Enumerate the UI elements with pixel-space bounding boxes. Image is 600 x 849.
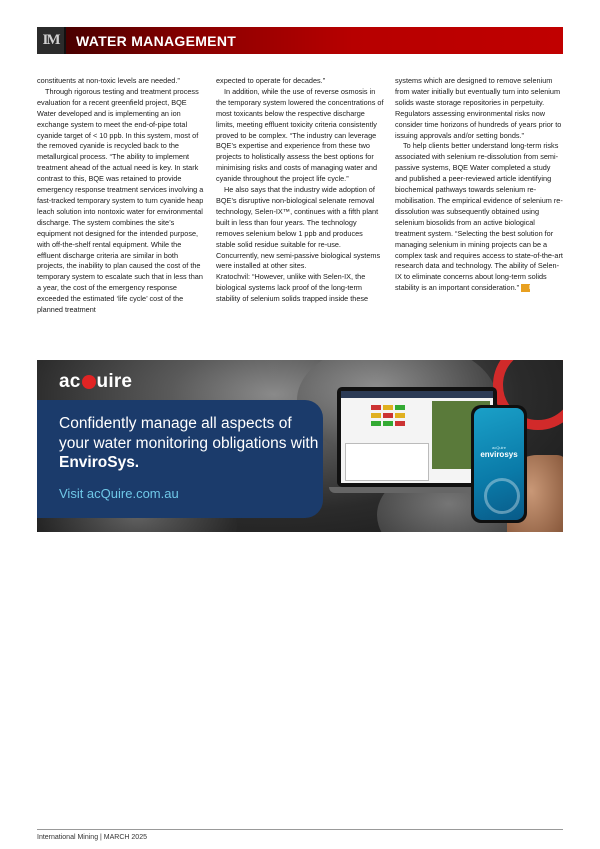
chart-graphic — [345, 443, 429, 481]
paragraph-last — [395, 141, 563, 294]
acquire-advertisement[interactable] — [37, 360, 563, 532]
paragraph: In addition, while the use of reverse osmosis in the temporary system lowered the concentrations of most toxicants below the respective discharge limits, meeting effluent toxicity criteria consistently proved to be complex. “The industry can leverage BQE’s expertise and experience from these two projects to holistically assess the best options for minimising risks and costs of managing water and cyanide throughout the project life cycle.” — [216, 86, 384, 184]
section-header — [37, 27, 563, 54]
article-column-2 — [216, 76, 384, 348]
status-cell — [371, 421, 381, 426]
article-column-1 — [37, 76, 205, 348]
ad-message-panel — [37, 400, 323, 518]
brand-suffix: uire — [96, 371, 133, 392]
brand-q-icon — [82, 375, 96, 389]
paragraph-text: To help clients better understand long-term risks associated with selenium re-dissolution from semi-passive systems, BQE Water completed a study and published a peer-reviewed article identifying biochemical pathways towards selenium re-mobilisation. The empirical evidence of selenium re-dissolution was subsequently obtained using selenium biosolids from an active biological treatment system. “Selecting the best solution for managing selenium in mining projects can be a complex task and requires access to state-of-the-art research data and technology. The ability of Selen-IX to eliminate concerns about long-term solids stability is an important consideration.” — [395, 141, 563, 293]
product-name: EnviroSys. — [59, 454, 140, 471]
checkmark-icon — [484, 478, 520, 514]
paragraph: Through rigorous testing and treatment process evaluation for a recent greenfield project, BQE Water developed and is implementing an ion exchange system to meet the end-of-pipe total cyanide target of < 10 ppb. In this system, most of the removed cyanide is recycled back to the metallurgical process. “The ability to implement treatment ahead of the actual need is key. In stark contrast to this, BQE was retained to provide emergency response treatment services involving a fast-tracked temporary system to turn cyanide heap leach solution into nontoxic water for environmental discharge. The system combines the site’s equipment not designed for the intended purpose, with off-the-shelf rental equipment. While the effluent discharge criteria are similar in both projects, the inability to plan caused the cost of the temporary system to escalate such that in less than a year, the cost of the emergency response exceeded the estimated ‘life cycle’ cost of the planned treatment — [37, 86, 204, 315]
paragraph: constituents at non-toxic levels are needed.” — [37, 76, 180, 85]
paragraph: expected to operate for decades.” — [216, 76, 326, 85]
status-cell — [383, 421, 393, 426]
im-logo: IM — [37, 27, 66, 54]
status-cell — [395, 421, 405, 426]
paragraph: He also says that the industry wide adoption of BQE’s disruptive non-biological selenate removal technology, Selen-IX™, continues with a fifth plant built in less than four years. The technology removes selenium below 1 ppb and produces stable solid residue suitable for re-use. Concurrently, new semi-passive biological systems were installed at other sites. — [216, 185, 381, 271]
phone-image — [471, 405, 527, 523]
paragraph: Kratochvil: “However, unlike with Selen-IX, the biological systems lack proof of the long-term stability of selenium solids trapped inside these — [216, 272, 369, 304]
footer-divider — [37, 829, 563, 830]
phone-sub-label: acQuire — [491, 445, 506, 450]
phone-screen — [474, 408, 524, 520]
brand-prefix: ac — [59, 371, 81, 392]
status-cell — [371, 413, 381, 418]
status-cell — [383, 405, 393, 410]
section-title: WATER MANAGEMENT — [76, 32, 237, 49]
paragraph: systems which are designed to remove selenium from water initially but eventually turn into selenium solids waste storage repositories in perpetuity. Regulators assessing environmental risks now consider time horizons of hundreds of years prior to issuing approvals and/or setting bonds.” — [395, 76, 562, 140]
app-toolbar-graphic — [341, 391, 493, 398]
article-column-3 — [395, 76, 563, 348]
acquire-logo — [59, 371, 132, 393]
status-cell — [395, 413, 405, 418]
ad-cta-link[interactable]: Visit acQuire.com.au — [59, 486, 179, 501]
article-body — [37, 76, 563, 348]
headline-text: Confidently manage all aspects of your water monitoring obligations with — [59, 415, 319, 452]
status-cell — [383, 413, 393, 418]
ad-headline — [59, 414, 319, 473]
end-of-article-icon: IM — [521, 284, 530, 292]
page-footer: International Mining | MARCH 2025 — [37, 834, 147, 841]
status-cell — [395, 405, 405, 410]
status-cell — [371, 405, 381, 410]
envirosys-logo: envirosys — [480, 450, 518, 459]
